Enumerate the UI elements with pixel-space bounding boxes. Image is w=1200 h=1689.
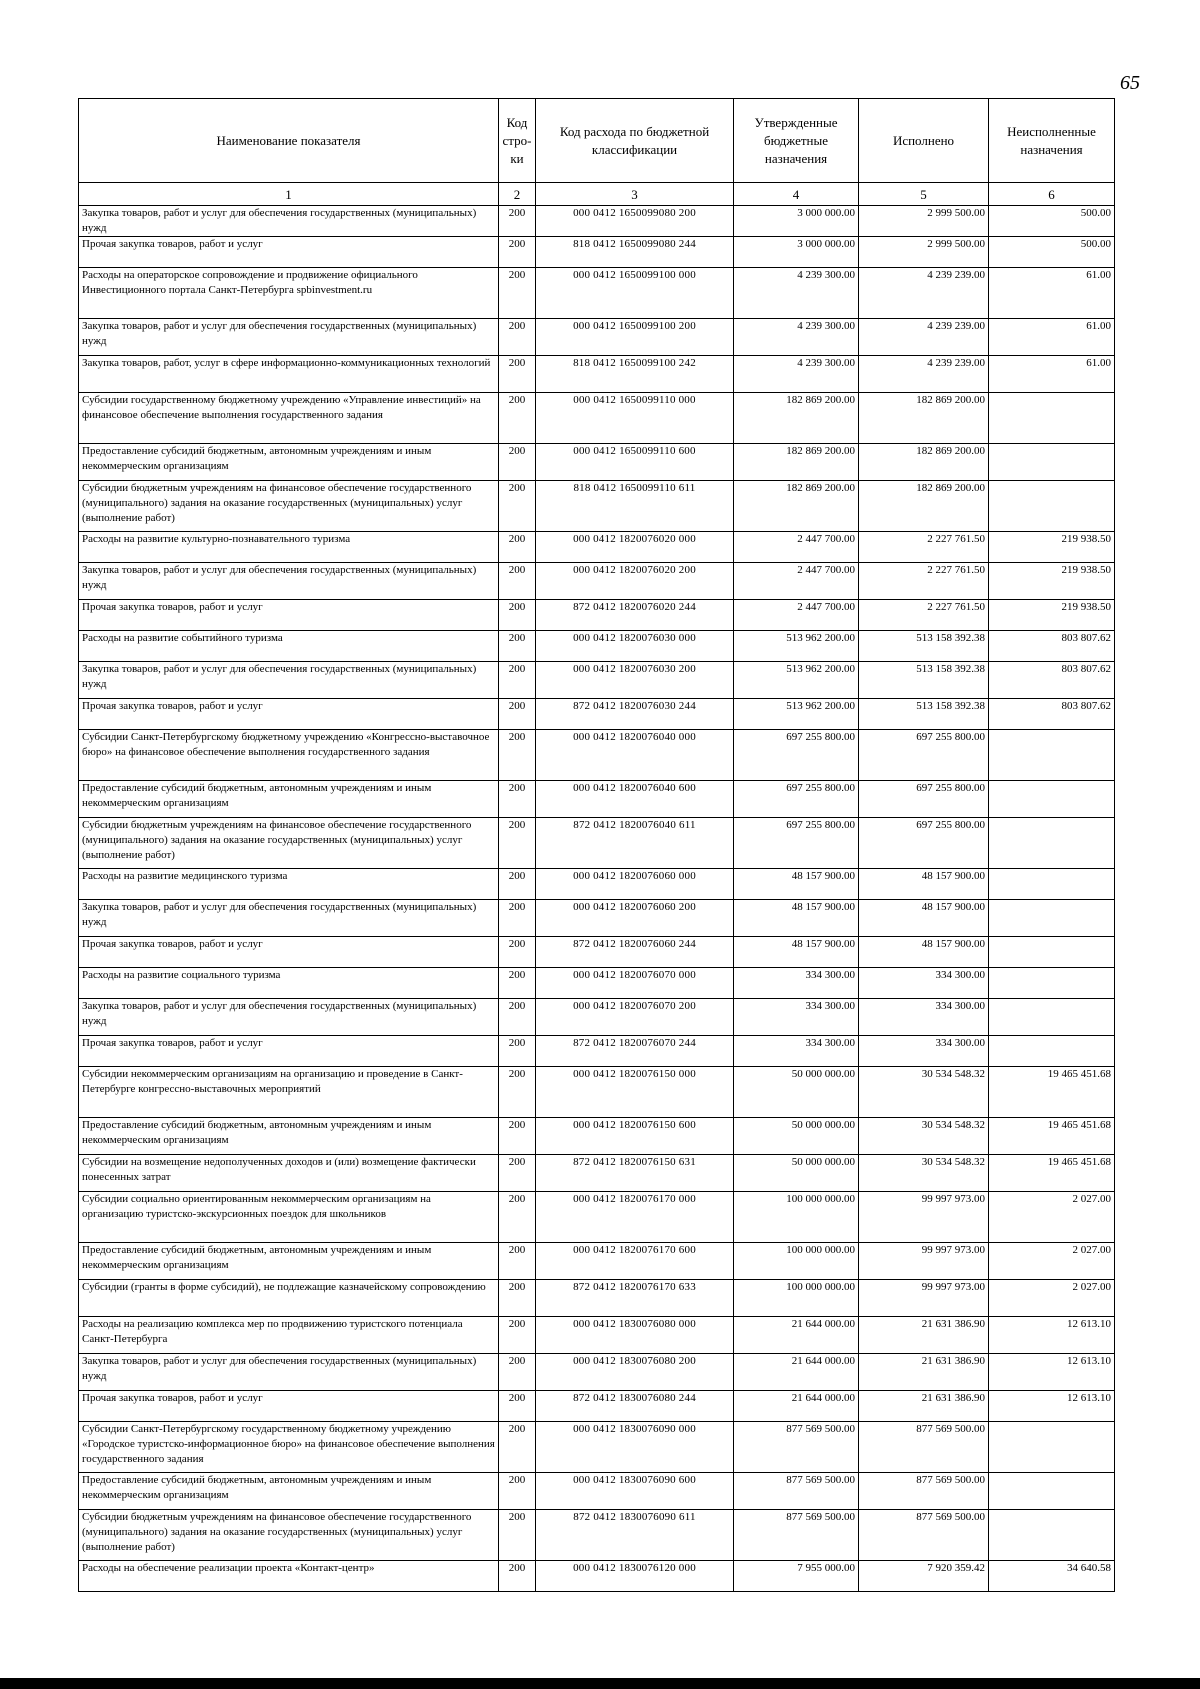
row-kbk: 000 0412 1820076150 600 (536, 1118, 734, 1155)
row-approved: 182 869 200.00 (734, 393, 859, 444)
row-name: Расходы на развитие медицинского туризма (79, 869, 499, 900)
column-number: 6 (989, 183, 1115, 206)
page-number: 65 (1120, 72, 1140, 94)
row-name: Субсидии Санкт-Петербургскому государственному бюджетному учреждению «Городское туристско-информационное бюро» на финансовое обеспечение выполнения государственного задания (79, 1422, 499, 1473)
row-name: Субсидии бюджетным учреждениям на финансовое обеспечение государственного (муниципального) задания на оказание государственных (муниципальных) услуг (выполнение работ) (79, 1510, 499, 1561)
row-approved: 877 569 500.00 (734, 1510, 859, 1561)
row-approved: 4 239 300.00 (734, 319, 859, 356)
row-unexecuted (989, 730, 1115, 781)
row-approved: 182 869 200.00 (734, 444, 859, 481)
row-executed: 513 158 392.38 (859, 699, 989, 730)
row-name: Закупка товаров, работ и услуг для обеспечения государственных (муниципальных) нужд (79, 1354, 499, 1391)
header-kbk: Код расхода по бюджетной классификации (536, 99, 734, 183)
row-unexecuted (989, 1036, 1115, 1067)
row-name: Закупка товаров, работ и услуг для обеспечения государственных (муниципальных) нужд (79, 319, 499, 356)
row-executed: 2 227 761.50 (859, 563, 989, 600)
column-number: 4 (734, 183, 859, 206)
column-number: 2 (499, 183, 536, 206)
table-row (79, 1510, 1115, 1561)
row-kbk: 000 0412 1830076090 000 (536, 1422, 734, 1473)
table-row (79, 968, 1115, 999)
table-row (79, 818, 1115, 869)
row-approved: 48 157 900.00 (734, 937, 859, 968)
row-kbk: 000 0412 1650099100 200 (536, 319, 734, 356)
row-executed: 697 255 800.00 (859, 781, 989, 818)
row-kbk: 000 0412 1830076090 600 (536, 1473, 734, 1510)
row-executed: 30 534 548.32 (859, 1067, 989, 1118)
row-approved: 182 869 200.00 (734, 481, 859, 532)
row-name: Прочая закупка товаров, работ и услуг (79, 237, 499, 268)
table-row (79, 319, 1115, 356)
row-unexecuted: 61.00 (989, 268, 1115, 319)
table-row (79, 869, 1115, 900)
row-code: 200 (499, 1036, 536, 1067)
row-name: Предоставление субсидий бюджетным, автономным учреждениям и иным некоммерческим организациям (79, 444, 499, 481)
row-executed: 21 631 386.90 (859, 1391, 989, 1422)
row-unexecuted (989, 818, 1115, 869)
row-code: 200 (499, 206, 536, 237)
row-unexecuted: 219 938.50 (989, 600, 1115, 631)
table-row (79, 999, 1115, 1036)
row-unexecuted: 61.00 (989, 356, 1115, 393)
row-code: 200 (499, 900, 536, 937)
row-kbk: 872 0412 1820076020 244 (536, 600, 734, 631)
table-row (79, 1067, 1115, 1118)
row-approved: 3 000 000.00 (734, 237, 859, 268)
row-name: Предоставление субсидий бюджетным, автономным учреждениям и иным некоммерческим организациям (79, 1473, 499, 1510)
row-code: 200 (499, 268, 536, 319)
row-unexecuted: 19 465 451.68 (989, 1155, 1115, 1192)
table-row (79, 1280, 1115, 1317)
row-unexecuted: 803 807.62 (989, 662, 1115, 699)
row-code: 200 (499, 1510, 536, 1561)
column-numbers-row (79, 183, 1115, 206)
table-row (79, 1243, 1115, 1280)
row-kbk: 818 0412 1650099100 242 (536, 356, 734, 393)
row-executed: 4 239 239.00 (859, 319, 989, 356)
table-row (79, 237, 1115, 268)
row-kbk: 000 0412 1650099110 000 (536, 393, 734, 444)
row-approved: 334 300.00 (734, 1036, 859, 1067)
row-code: 200 (499, 818, 536, 869)
table-row (79, 1192, 1115, 1243)
row-kbk: 872 0412 1820076030 244 (536, 699, 734, 730)
table-row (79, 699, 1115, 730)
row-approved: 50 000 000.00 (734, 1155, 859, 1192)
row-approved: 513 962 200.00 (734, 631, 859, 662)
row-kbk: 872 0412 1820076060 244 (536, 937, 734, 968)
row-code: 200 (499, 1317, 536, 1354)
table-row (79, 662, 1115, 699)
row-kbk: 000 0412 1650099080 200 (536, 206, 734, 237)
row-name: Расходы на обеспечение реализации проекта «Контакт-центр» (79, 1561, 499, 1592)
header-executed: Исполнено (859, 99, 989, 183)
row-approved: 48 157 900.00 (734, 900, 859, 937)
row-kbk: 872 0412 1820076170 633 (536, 1280, 734, 1317)
table-row (79, 268, 1115, 319)
row-code: 200 (499, 1473, 536, 1510)
row-approved: 697 255 800.00 (734, 818, 859, 869)
row-executed: 513 158 392.38 (859, 631, 989, 662)
row-code: 200 (499, 1192, 536, 1243)
row-executed: 513 158 392.38 (859, 662, 989, 699)
row-name: Закупка товаров, работ и услуг для обеспечения государственных (муниципальных) нужд (79, 662, 499, 699)
row-executed: 877 569 500.00 (859, 1473, 989, 1510)
row-name: Субсидии Санкт-Петербургскому бюджетному учреждению «Конгрессно-выставочное бюро» на финансовое обеспечение выполнения государственного задания (79, 730, 499, 781)
row-approved: 2 447 700.00 (734, 532, 859, 563)
row-kbk: 872 0412 1820076070 244 (536, 1036, 734, 1067)
table-row (79, 444, 1115, 481)
row-approved: 2 447 700.00 (734, 563, 859, 600)
row-code: 200 (499, 937, 536, 968)
row-unexecuted: 219 938.50 (989, 532, 1115, 563)
row-code: 200 (499, 968, 536, 999)
header-name: Наименование показателя (79, 99, 499, 183)
table-row (79, 393, 1115, 444)
row-code: 200 (499, 356, 536, 393)
row-approved: 877 569 500.00 (734, 1422, 859, 1473)
row-approved: 21 644 000.00 (734, 1317, 859, 1354)
row-name: Субсидии бюджетным учреждениям на финансовое обеспечение государственного (муниципального) задания на оказание государственных (муниципальных) услуг (выполнение работ) (79, 818, 499, 869)
row-unexecuted (989, 444, 1115, 481)
row-approved: 513 962 200.00 (734, 662, 859, 699)
row-name: Прочая закупка товаров, работ и услуг (79, 600, 499, 631)
table-row (79, 1473, 1115, 1510)
table-row (79, 1422, 1115, 1473)
row-code: 200 (499, 1422, 536, 1473)
row-executed: 334 300.00 (859, 1036, 989, 1067)
header-unexecuted: Неисполненные назначения (989, 99, 1115, 183)
row-kbk: 872 0412 1830076080 244 (536, 1391, 734, 1422)
row-code: 200 (499, 393, 536, 444)
row-executed: 182 869 200.00 (859, 393, 989, 444)
row-kbk: 000 0412 1820076170 000 (536, 1192, 734, 1243)
table-row (79, 1036, 1115, 1067)
row-kbk: 000 0412 1820076060 000 (536, 869, 734, 900)
row-approved: 100 000 000.00 (734, 1280, 859, 1317)
row-unexecuted (989, 781, 1115, 818)
row-approved: 50 000 000.00 (734, 1067, 859, 1118)
row-code: 200 (499, 999, 536, 1036)
row-approved: 877 569 500.00 (734, 1473, 859, 1510)
row-kbk: 000 0412 1830076080 000 (536, 1317, 734, 1354)
row-unexecuted (989, 937, 1115, 968)
row-name: Расходы на развитие социального туризма (79, 968, 499, 999)
row-code: 200 (499, 563, 536, 600)
row-unexecuted: 34 640.58 (989, 1561, 1115, 1592)
row-executed: 48 157 900.00 (859, 900, 989, 937)
row-executed: 30 534 548.32 (859, 1155, 989, 1192)
row-code: 200 (499, 662, 536, 699)
row-approved: 7 955 000.00 (734, 1561, 859, 1592)
row-unexecuted: 500.00 (989, 206, 1115, 237)
row-code: 200 (499, 730, 536, 781)
row-code: 200 (499, 237, 536, 268)
row-executed: 4 239 239.00 (859, 268, 989, 319)
row-kbk: 000 0412 1820076030 000 (536, 631, 734, 662)
column-number: 1 (79, 183, 499, 206)
row-name: Расходы на реализацию комплекса мер по продвижению туристского потенциала Санкт-Петербурга (79, 1317, 499, 1354)
row-approved: 2 447 700.00 (734, 600, 859, 631)
row-name: Предоставление субсидий бюджетным, автономным учреждениям и иным некоммерческим организациям (79, 1118, 499, 1155)
row-approved: 21 644 000.00 (734, 1391, 859, 1422)
row-unexecuted: 19 465 451.68 (989, 1067, 1115, 1118)
row-approved: 334 300.00 (734, 968, 859, 999)
row-executed: 334 300.00 (859, 968, 989, 999)
row-name: Предоставление субсидий бюджетным, автономным учреждениям и иным некоммерческим организациям (79, 781, 499, 818)
row-approved: 334 300.00 (734, 999, 859, 1036)
row-unexecuted (989, 1510, 1115, 1561)
row-unexecuted (989, 869, 1115, 900)
row-name: Закупка товаров, работ и услуг для обеспечения государственных (муниципальных) нужд (79, 900, 499, 937)
table-row (79, 631, 1115, 662)
row-kbk: 000 0412 1820076170 600 (536, 1243, 734, 1280)
row-unexecuted (989, 1422, 1115, 1473)
row-approved: 4 239 300.00 (734, 268, 859, 319)
row-name: Субсидии (гранты в форме субсидий), не подлежащие казначейскому сопровождению (79, 1280, 499, 1317)
row-kbk: 000 0412 1820076070 200 (536, 999, 734, 1036)
row-approved: 513 962 200.00 (734, 699, 859, 730)
row-approved: 48 157 900.00 (734, 869, 859, 900)
row-unexecuted: 12 613.10 (989, 1391, 1115, 1422)
table-row (79, 532, 1115, 563)
row-code: 200 (499, 1118, 536, 1155)
table-row (79, 900, 1115, 937)
row-executed: 99 997 973.00 (859, 1192, 989, 1243)
row-code: 200 (499, 532, 536, 563)
row-name: Расходы на операторское сопровождение и продвижение официального Инвестиционного портала Санкт-Петербурга spbinvestment.ru (79, 268, 499, 319)
row-kbk: 818 0412 1650099110 611 (536, 481, 734, 532)
table-row (79, 781, 1115, 818)
row-executed: 877 569 500.00 (859, 1422, 989, 1473)
row-approved: 3 000 000.00 (734, 206, 859, 237)
row-executed: 2 227 761.50 (859, 532, 989, 563)
row-executed: 48 157 900.00 (859, 869, 989, 900)
column-number: 3 (536, 183, 734, 206)
row-executed: 697 255 800.00 (859, 730, 989, 781)
row-kbk: 000 0412 1820076020 000 (536, 532, 734, 563)
row-code: 200 (499, 600, 536, 631)
row-unexecuted: 803 807.62 (989, 699, 1115, 730)
row-unexecuted: 2 027.00 (989, 1280, 1115, 1317)
row-name: Расходы на развитие культурно-познавательного туризма (79, 532, 499, 563)
row-kbk: 818 0412 1650099080 244 (536, 237, 734, 268)
row-name: Прочая закупка товаров, работ и услуг (79, 1391, 499, 1422)
table-row (79, 563, 1115, 600)
row-name: Субсидии некоммерческим организациям на организацию и проведение в Санкт-Петербурге конгрессно-выставочных мероприятий (79, 1067, 499, 1118)
row-name: Субсидии бюджетным учреждениям на финансовое обеспечение государственного (муниципального) задания на оказание государственных (муниципальных) услуг (выполнение работ) (79, 481, 499, 532)
row-code: 200 (499, 1391, 536, 1422)
column-number: 5 (859, 183, 989, 206)
header-row (79, 99, 1115, 183)
header-code: Код стро-ки (499, 99, 536, 183)
row-unexecuted (989, 999, 1115, 1036)
row-kbk: 000 0412 1830076120 000 (536, 1561, 734, 1592)
row-executed: 697 255 800.00 (859, 818, 989, 869)
row-kbk: 000 0412 1650099100 000 (536, 268, 734, 319)
row-code: 200 (499, 444, 536, 481)
row-name: Предоставление субсидий бюджетным, автономным учреждениям и иным некоммерческим организациям (79, 1243, 499, 1280)
row-unexecuted: 500.00 (989, 237, 1115, 268)
row-name: Закупка товаров, работ, услуг в сфере информационно-коммуникационных технологий (79, 356, 499, 393)
row-executed: 21 631 386.90 (859, 1317, 989, 1354)
row-approved: 21 644 000.00 (734, 1354, 859, 1391)
row-name: Прочая закупка товаров, работ и услуг (79, 937, 499, 968)
row-unexecuted: 61.00 (989, 319, 1115, 356)
row-unexecuted (989, 1473, 1115, 1510)
row-kbk: 000 0412 1820076020 200 (536, 563, 734, 600)
row-unexecuted (989, 393, 1115, 444)
row-name: Субсидии государственному бюджетному учреждению «Управление инвестиций» на финансовое обеспечение выполнения государственного задания (79, 393, 499, 444)
row-unexecuted: 803 807.62 (989, 631, 1115, 662)
row-approved: 100 000 000.00 (734, 1243, 859, 1280)
row-name: Расходы на развитие событийного туризма (79, 631, 499, 662)
row-code: 200 (499, 319, 536, 356)
row-code: 200 (499, 869, 536, 900)
table-row (79, 1155, 1115, 1192)
row-unexecuted (989, 968, 1115, 999)
row-approved: 4 239 300.00 (734, 356, 859, 393)
row-code: 200 (499, 699, 536, 730)
row-executed: 99 997 973.00 (859, 1243, 989, 1280)
row-name: Субсидии на возмещение недополученных доходов и (или) возмещение фактически понесенных затрат (79, 1155, 499, 1192)
table-row (79, 1561, 1115, 1592)
row-executed: 4 239 239.00 (859, 356, 989, 393)
row-kbk: 000 0412 1820076150 000 (536, 1067, 734, 1118)
row-executed: 48 157 900.00 (859, 937, 989, 968)
row-executed: 7 920 359.42 (859, 1561, 989, 1592)
row-kbk: 000 0412 1830076080 200 (536, 1354, 734, 1391)
table-row (79, 481, 1115, 532)
row-executed: 2 999 500.00 (859, 237, 989, 268)
row-name: Закупка товаров, работ и услуг для обеспечения государственных (муниципальных) нужд (79, 206, 499, 237)
row-kbk: 000 0412 1820076030 200 (536, 662, 734, 699)
scan-edge-bar (0, 1678, 1200, 1689)
row-name: Прочая закупка товаров, работ и услуг (79, 1036, 499, 1067)
table-row (79, 1317, 1115, 1354)
row-unexecuted: 219 938.50 (989, 563, 1115, 600)
row-approved: 100 000 000.00 (734, 1192, 859, 1243)
row-kbk: 872 0412 1830076090 611 (536, 1510, 734, 1561)
row-executed: 334 300.00 (859, 999, 989, 1036)
row-kbk: 000 0412 1820076040 000 (536, 730, 734, 781)
table-row (79, 1391, 1115, 1422)
row-executed: 182 869 200.00 (859, 481, 989, 532)
row-code: 200 (499, 781, 536, 818)
row-approved: 697 255 800.00 (734, 730, 859, 781)
row-code: 200 (499, 1155, 536, 1192)
row-name: Закупка товаров, работ и услуг для обеспечения государственных (муниципальных) нужд (79, 999, 499, 1036)
row-unexecuted: 12 613.10 (989, 1354, 1115, 1391)
table-row (79, 600, 1115, 631)
row-approved: 50 000 000.00 (734, 1118, 859, 1155)
row-code: 200 (499, 631, 536, 662)
row-unexecuted: 2 027.00 (989, 1243, 1115, 1280)
table-row (79, 1118, 1115, 1155)
row-kbk: 872 0412 1820076150 631 (536, 1155, 734, 1192)
table-row (79, 1354, 1115, 1391)
row-unexecuted (989, 900, 1115, 937)
table-row (79, 937, 1115, 968)
row-executed: 2 999 500.00 (859, 206, 989, 237)
row-executed: 30 534 548.32 (859, 1118, 989, 1155)
row-executed: 21 631 386.90 (859, 1354, 989, 1391)
row-unexecuted (989, 481, 1115, 532)
budget-execution-table (78, 98, 1115, 1592)
row-approved: 697 255 800.00 (734, 781, 859, 818)
row-kbk: 872 0412 1820076040 611 (536, 818, 734, 869)
row-name: Закупка товаров, работ и услуг для обеспечения государственных (муниципальных) нужд (79, 563, 499, 600)
row-code: 200 (499, 1354, 536, 1391)
row-executed: 182 869 200.00 (859, 444, 989, 481)
row-executed: 99 997 973.00 (859, 1280, 989, 1317)
table-row (79, 206, 1115, 237)
row-code: 200 (499, 1243, 536, 1280)
row-executed: 2 227 761.50 (859, 600, 989, 631)
row-code: 200 (499, 1067, 536, 1118)
row-unexecuted: 19 465 451.68 (989, 1118, 1115, 1155)
row-kbk: 000 0412 1820076070 000 (536, 968, 734, 999)
table-row (79, 356, 1115, 393)
row-code: 200 (499, 1561, 536, 1592)
row-name: Субсидии социально ориентированным некоммерческим организациям на организацию туристско-экскурсионных поездок для школьников (79, 1192, 499, 1243)
row-code: 200 (499, 1280, 536, 1317)
header-approved: Утвержденные бюджетные назначения (734, 99, 859, 183)
table-row (79, 730, 1115, 781)
row-kbk: 000 0412 1650099110 600 (536, 444, 734, 481)
row-name: Прочая закупка товаров, работ и услуг (79, 699, 499, 730)
row-kbk: 000 0412 1820076060 200 (536, 900, 734, 937)
row-unexecuted: 12 613.10 (989, 1317, 1115, 1354)
row-kbk: 000 0412 1820076040 600 (536, 781, 734, 818)
row-code: 200 (499, 481, 536, 532)
row-executed: 877 569 500.00 (859, 1510, 989, 1561)
row-unexecuted: 2 027.00 (989, 1192, 1115, 1243)
